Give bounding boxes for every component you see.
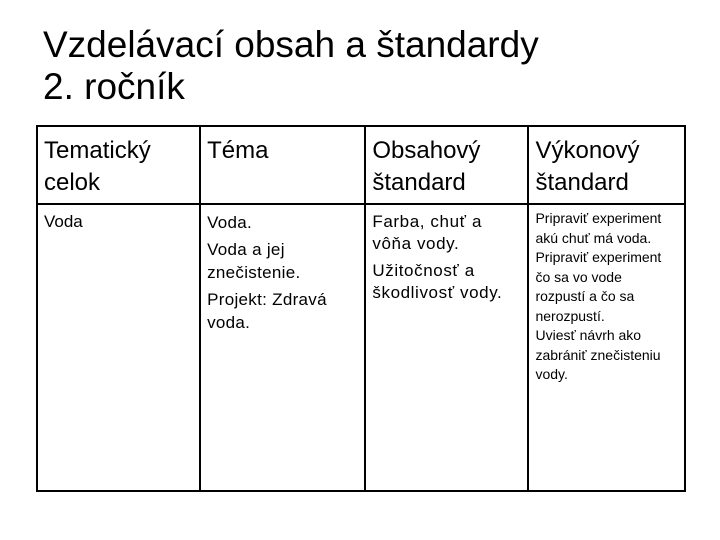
cell-text: Voda bbox=[44, 212, 83, 231]
cell-obsahovy-standard bbox=[365, 204, 528, 491]
table-header-row bbox=[37, 126, 685, 204]
cell-text: rozpustí a čo sa bbox=[535, 288, 635, 304]
cell-text: zabrániť znečisteniu bbox=[535, 346, 661, 363]
cell-text: Pripraviť experiment bbox=[535, 249, 662, 265]
cell-tematicky-celok bbox=[37, 204, 200, 491]
header-text: Tematický bbox=[44, 137, 151, 164]
slide-title-line-1: Vzdelávací obsah a štandardy bbox=[43, 24, 539, 65]
header-text: štandard bbox=[535, 169, 629, 196]
cell-text: Voda a jej bbox=[207, 240, 285, 259]
header-vykonovy-standard bbox=[528, 126, 685, 204]
header-tematicky-celok bbox=[37, 126, 200, 204]
standards-table bbox=[36, 125, 686, 492]
cell-vykonovy-standard bbox=[528, 204, 685, 491]
header-text: celok bbox=[44, 169, 101, 196]
cell-text: čo sa vo vode bbox=[535, 268, 622, 285]
cell-text: vôňa vody. bbox=[372, 234, 460, 253]
cell-text: znečistenie. bbox=[207, 263, 301, 282]
header-text: štandard bbox=[372, 169, 466, 196]
cell-text: Užitočnosť a bbox=[372, 261, 475, 280]
cell-text: nerozpustí. bbox=[535, 307, 605, 324]
cell-text: akú chuť má voda. bbox=[535, 229, 652, 246]
cell-text: Projekt: Zdravá bbox=[207, 290, 327, 309]
header-obsahovy-standard bbox=[365, 126, 528, 204]
header-text: Výkonový bbox=[535, 137, 640, 164]
table-row bbox=[37, 204, 685, 491]
header-tema bbox=[200, 126, 365, 204]
cell-text: vody. bbox=[535, 366, 568, 382]
cell-tema bbox=[200, 204, 365, 491]
slide-title bbox=[43, 24, 539, 108]
cell-text: škodlivosť vody. bbox=[372, 283, 503, 302]
header-text: Obsahový bbox=[372, 137, 481, 164]
slide-title-line-2: 2. ročník bbox=[43, 66, 185, 107]
cell-text: Uviesť návrh ako bbox=[535, 327, 642, 343]
cell-text: voda. bbox=[207, 313, 251, 332]
cell-text: Pripraviť experiment bbox=[535, 210, 662, 226]
header-text: Téma bbox=[207, 137, 269, 164]
cell-text: Farba, chuť a bbox=[372, 212, 482, 231]
cell-text: Voda. bbox=[207, 213, 253, 232]
